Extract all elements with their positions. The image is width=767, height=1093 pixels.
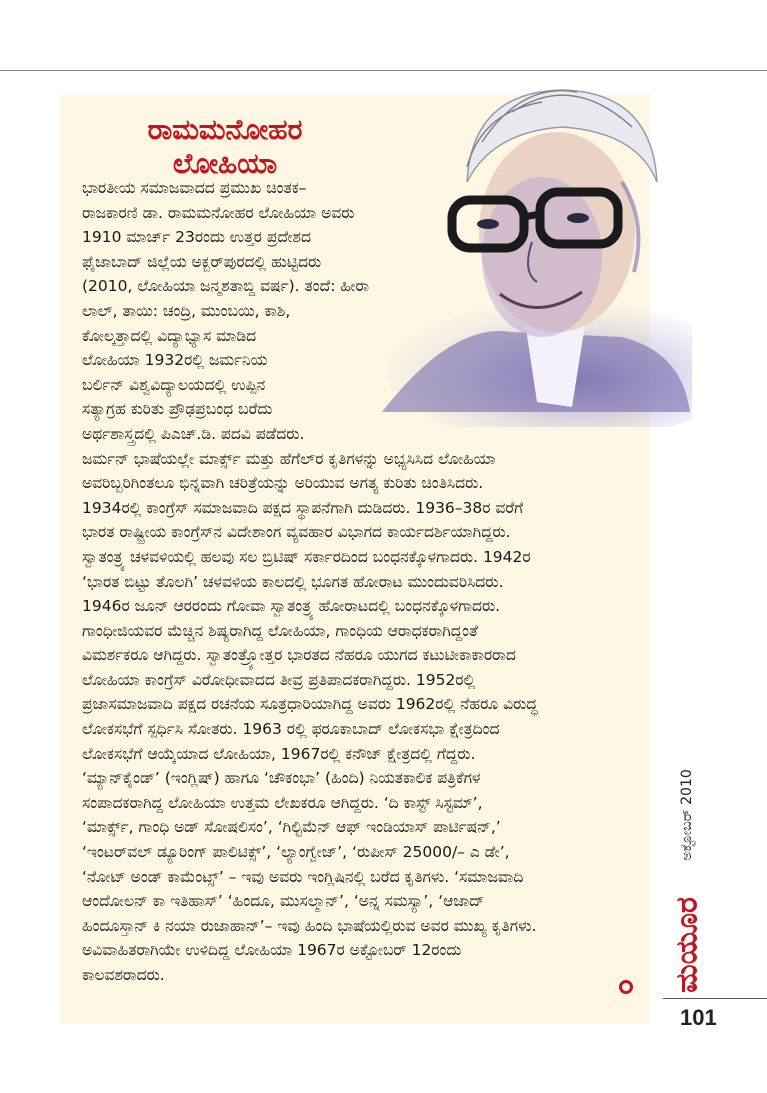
magazine-name: ಮಯೂರ xyxy=(669,897,705,993)
body-line: ಕೋಲ್ಕತ್ತಾದಲ್ಲಿ ವಿದ್ಯಾಭ್ಯಾಸ ಮಾಡಿದ xyxy=(82,326,257,345)
body-line: 1946ರ ಜೂನ್ ಆರರಂದು ಗೋವಾ ಸ್ವಾತಂತ್ರ್ಯ ಹೋರಾಟದಲ್ಲಿ ಬಂಧನಕ್ಕೊಳಗಾದರು. xyxy=(82,597,501,616)
body-line: ಲೋಕಸಭೆಗೆ ಸ್ಪರ್ಧಿಸಿ ಸೋತರು. 1963 ರಲ್ಲಿ ಫರೂಕಾಬಾದ್ ಲೋಕಸಭಾ ಕ್ಷೇತ್ರದಿಂದ xyxy=(82,720,500,739)
issue-date: ಅಕ್ಟೋಬರ್ 2010 xyxy=(679,769,695,861)
footer-rule xyxy=(663,998,767,999)
body-line: ರಾಜಕಾರಣಿ ಡಾ. ರಾಮಮನೋಹರ ಲೋಹಿಯಾ ಅವರು xyxy=(82,203,355,222)
body-line: ಲೋಕಸಭೆಗೆ ಆಯ್ಕೆಯಾದ ಲೋಹಿಯಾ, 1967ರಲ್ಲಿ ಕನೌಜ್ ಕ್ಷೇತ್ರದಲ್ಲಿ ಗೆದ್ದರು. xyxy=(82,744,476,763)
body-line: ಬರ್ಲಿನ್ ವಿಶ್ವವಿದ್ಯಾಲಯದಲ್ಲಿ ಉಪ್ಪಿನ xyxy=(82,375,266,394)
body-line: ಜರ್ಮನ್ ಭಾಷೆಯಲ್ಲೇ ಮಾರ್ಕ್ಸ್ ಮತ್ತು ಹೆಗೆಲ್‌ರ ಕೃತಿಗಳನ್ನು ಅಭ್ಯಸಿಸಿದ ಲೋಹಿಯಾ xyxy=(82,449,496,468)
body-line: ‘ಇಂಟರ್‌ವಲ್ ಡ್ಯೂರಿಂಗ್ ಪಾಲಿಟಿಕ್ಸ್’, ‘ಲ್ಯಾಂಗ್ವೇಜ್’, ‘ರುಪೀಸ್ 25000/– ಎ ಡೇ’, xyxy=(82,843,510,862)
body-line: ಕಾಲವಶರಾದರು. xyxy=(82,966,165,984)
body-line: 1910 ಮಾರ್ಚ್ 23ರಂದು ಉತ್ತರ ಪ್ರದೇಶದ xyxy=(82,228,312,247)
body-line: ಆಂದೋಲನ್ ಕಾ ಇತಿಹಾಸ್’ ‘ಹಿಂದೂ, ಮುಸಲ್ಮಾನ್’, ‘ಅನ್ನ ಸಮಸ್ಯಾ’, ‘ಆಜಾದ್ xyxy=(82,892,485,911)
body-line: ಸತ್ಯಾಗ್ರಹ ಕುರಿತು ಪ್ರೌಢಪ್ರಬಂಧ ಬರೆದು xyxy=(82,400,273,419)
body-line: 1934ರಲ್ಲಿ ಕಾಂಗ್ರೆಸ್ ಸಮಾಜವಾದಿ ಪಕ್ಷದ ಸ್ಥಾಪನೆಗಾಗಿ ದುಡಿದರು. 1936–38ರ ವರೆಗೆ xyxy=(82,498,524,517)
body-line: ‘ಭಾರತ ಬಿಟ್ಟು ತೊಲಗಿ’ ಚಳವಳಿಯ ಕಾಲದಲ್ಲಿ ಭೂಗತ ಹೋರಾಟ ಮುಂದುವರಿಸಿದರು. xyxy=(82,572,504,591)
body-line: ಭಾರತ ರಾಷ್ಟ್ರೀಯ ಕಾಂಗ್ರೆಸ್‌ನ ವಿದೇಶಾಂಗ ವ್ಯವಹಾರ ವಿಭಾಗದ ಕಾರ್ಯದರ್ಶಿಯಾಗಿದ್ದರು. xyxy=(82,523,511,542)
body-line: ಅವರಿಬ್ಬರಿಗಿಂತಲೂ ಭಿನ್ನವಾಗಿ ಚರಿತ್ರೆಯನ್ನು ಅರಿಯುವ ಅಗತ್ಯ ಕುರಿತು ಚಿಂತಿಸಿದರು. xyxy=(82,474,484,493)
body-line: ಭಾರತೀಯ ಸಮಾಜವಾದದ ಪ್ರಮುಖ ಚಿಂತಕ– xyxy=(82,179,307,197)
body-line: ‘ಮಾರ್ಕ್ಸ್, ಗಾಂಧಿ ಅಡ್ ಸೋಷಲಿಸಂ’, ‘ಗಿಲ್ಟಿಮೆನ್ ಆಫ್ ಇಂಡಿಯಾಸ್ ಪಾರ್ಟಿಷನ್,’ xyxy=(82,818,501,837)
title-line-1: ರಾಮಮನೋಹರ xyxy=(147,113,303,146)
header-rule xyxy=(0,70,767,71)
body-line: ‘ಮ್ಯಾನ್‌ಕೈಂಡ್’ (ಇಂಗ್ಲಿಷ್) ಹಾಗೂ ‘ಚೌಕಂಭಾ’ (ಹಿಂದಿ) ನಿಯತಕಾಲಿಕ ಪತ್ರಿಕೆಗಳ xyxy=(82,769,481,788)
body-line: ಗಾಂಧೀಜಿಯವರ ಮೆಚ್ಚಿನ ಶಿಷ್ಯರಾಗಿದ್ದ ಲೋಹಿಯಾ, ಗಾಂಧಿಯ ಆರಾಧಕರಾಗಿದ್ದಂತೆ xyxy=(82,621,478,640)
body-line: ಅರ್ಥಶಾಸ್ತ್ರದಲ್ಲಿ ಪಿಎಚ್.ಡಿ. ಪದವಿ ಪಡೆದರು. xyxy=(82,424,305,443)
article-body xyxy=(82,176,647,988)
body-line: ಲಾಲ್, ತಾಯಿ: ಚಂದ್ರಿ, ಮುಂಬಯಿ, ಕಾಶಿ, xyxy=(82,301,291,320)
ring-bullet-icon xyxy=(619,980,633,994)
body-line: ಲೋಹಿಯಾ ಕಾಂಗ್ರೆಸ್ ವಿರೋಧೀವಾದದ ತೀವ್ರ ಪ್ರತಿಪಾದಕರಾಗಿದ್ದರು. 1952ರಲ್ಲಿ xyxy=(82,670,476,689)
body-line: ಅವಿವಾಹಿತರಾಗಿಯೇ ಉಳಿದಿದ್ದ ಲೋಹಿಯಾ 1967ರ ಅಕ್ಟೋಬರ್ 12ರಂದು xyxy=(82,941,462,960)
page-number: 101 xyxy=(680,1005,717,1030)
body-line: ಸ್ವಾತಂತ್ರ್ಯ ಚಳವಳಿಯಲ್ಲಿ ಹಲವು ಸಲ ಬ್ರಿಟಿಷ್ ಸರ್ಕಾರದಿಂದ ಬಂಧನಕ್ಕೊಳಗಾದರು. 1942ರ xyxy=(82,547,531,566)
body-line: ಪ್ರಜಾಸಮಾಜವಾದಿ ಪಕ್ಷದ ರಚನೆಯ ಸೂತ್ರಧಾರಿಯಾಗಿದ್ದ ಅವರು 1962ರಲ್ಲಿ ನೆಹರೂ ವಿರುದ್ಧ xyxy=(82,695,538,714)
body-line: ವಿಮರ್ಶಕರೂ ಆಗಿದ್ದರು. ಸ್ವಾತಂತ್ರ್ಯೋತ್ತರ ಭಾರತದ ನೆಹರೂ ಯುಗದ ಕಟುಟೀಕಾಕಾರರಾದ xyxy=(82,646,516,665)
title-line-2: ಲೋಹಿಯಾ xyxy=(172,147,278,180)
body-line: ಹಿಂದೂಸ್ತಾನ್ ಕಿ ನಯಾ ರುಜಾಹಾನ್’– ಇವು ಹಿಂದಿ ಭಾಷೆಯಲ್ಲಿರುವ ಅವರ ಮುಖ್ಯ ಕೃತಿಗಳು. xyxy=(82,916,537,935)
body-line: ಲೋಹಿಯಾ 1932ರಲ್ಲಿ ಜರ್ಮನಿಯ xyxy=(82,351,268,370)
article-title xyxy=(90,113,360,181)
body-line: ‘ನೋಟ್ ಅಂಡ್ ಕಾಮೆಂಟ್ಸ್’ – ಇವು ಅವರು ಇಂಗ್ಲಿಷಿನಲ್ಲಿ ಬರೆದ ಕೃತಿಗಳು. ‘ಸಮಾಜವಾದಿ xyxy=(82,867,524,886)
body-line: ಸಂಪಾದಕರಾಗಿದ್ದ ಲೋಹಿಯಾ ಉತ್ತಮ ಲೇಖಕರೂ ಆಗಿದ್ದರು. ‘ದಿ ಕಾಸ್ಟ್ ಸಿಸ್ಟಮ್’, xyxy=(82,793,483,812)
body-line: ಫೈಜಾಬಾದ್ ಜಿಲ್ಲೆಯ ಅಕ್ಬರ್‌ಪುರದಲ್ಲಿ ಹುಟ್ಟಿದರು xyxy=(82,252,322,271)
body-line: (2010, ಲೋಹಿಯಾ ಜನ್ಮಶತಾಬ್ದಿ ವರ್ಷ). ತಂದೆ: ಹೀರಾ xyxy=(82,277,370,296)
